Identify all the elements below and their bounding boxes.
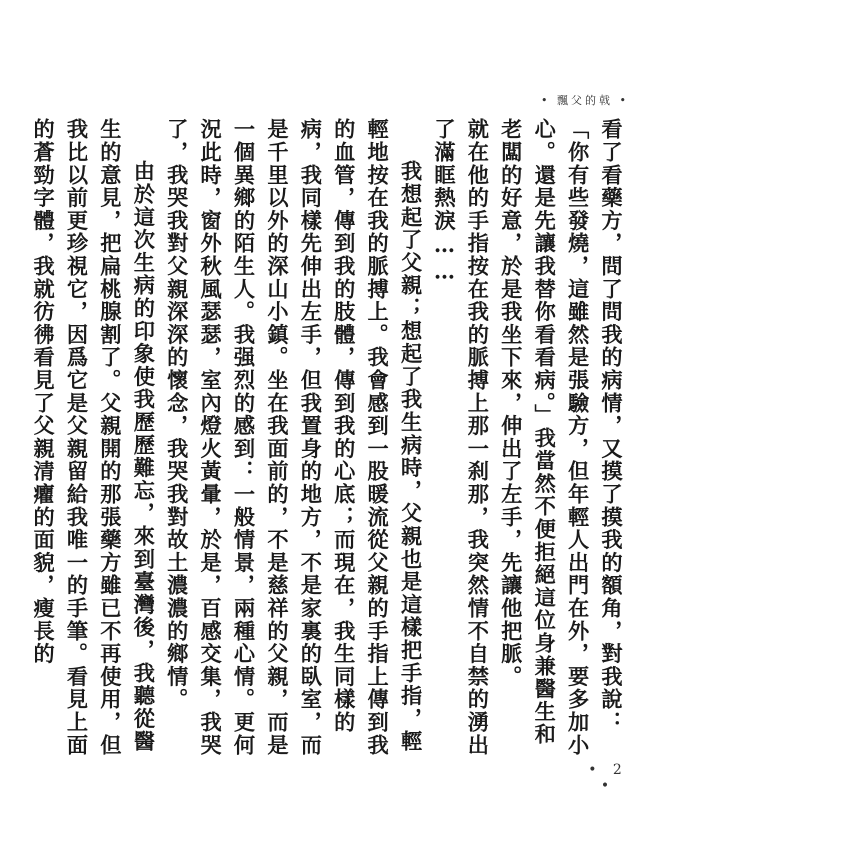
paragraph-4: 由於這次生病的印象使我歷歷難忘，來到臺灣後，我聽從醫生的意見，把扁桃腺割了。父親開的那張藥方雖已不再使用，但我比以前更珍視它，因爲它是父親留給我唯一的手筆。看見上面的蒼勁字體，我就彷彿看見了父親清癯的面貌，瘦長的 bbox=[31, 118, 157, 757]
vertical-text-body bbox=[27, 118, 628, 758]
page-number: • 2 • bbox=[588, 762, 628, 794]
paragraph-2: 就在他的手指按在我的脈搏上那一刹那，我突然情不自禁的湧出了滿眶熱淚…… bbox=[431, 118, 491, 757]
paragraph-3: 我想起了父親；想起了我生病時，父親也是這樣把手指，輕輕地按在我的脈搏上。我會感到一股暖流從父親的手指上傳到我的血管，傳到我的肢體，傳到我的心底；而現在，我生同樣的病，我同樣先伸出左手，但我置身的地方，不是家裏的臥室，而是千里以外的深山小鎮。坐在我面前的，不是慈祥的父親，而是一個異鄉的陌生人。我强烈的感到：一般情景，兩種心情。更何況此時，窗外秋風瑟瑟，室內燈火黃暈，於是，百感交集，我哭了，我哭我對父親深深的懷念，我哭我對故土濃濃的鄉情。 bbox=[164, 118, 424, 757]
paragraph-1: 看了看藥方，問了問我的病情，又摸了摸我的額角，對我說：「你有些發燒，這雖然是張驗方，但年輕人出門在外，要多加小心。還是先讓我替你看看病。」我當然不便拒絕這位身兼醫生和老闆的好意，於是我坐下來，伸出了左手，先讓他把脈。 bbox=[498, 118, 624, 757]
running-header: • 飄父的戟 • bbox=[541, 94, 629, 107]
